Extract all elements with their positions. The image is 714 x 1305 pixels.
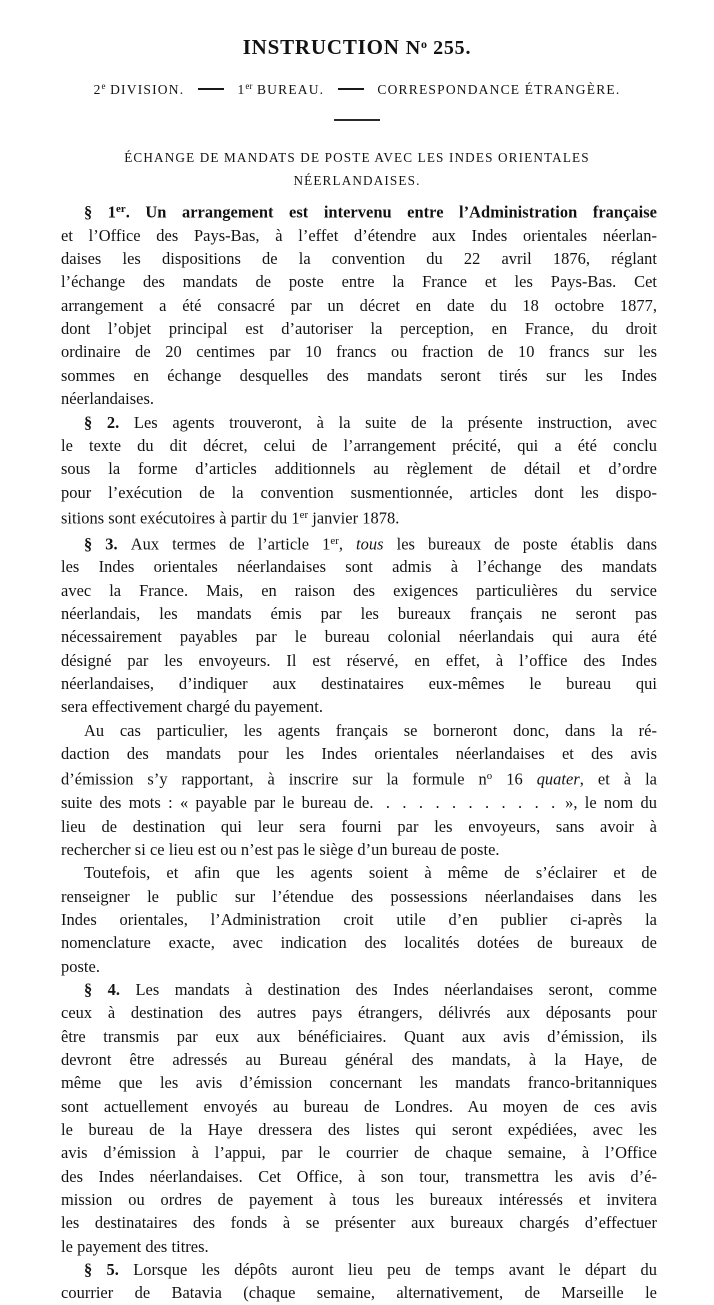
paragraph-section-4 — [61, 978, 657, 1258]
text-line: d’émission s’y rapportant, à inscrire sur la formule $n^o$ 16 quater, et à la — [61, 769, 657, 789]
bureau-superscript: er — [245, 81, 253, 91]
section-mark-superscript: er — [116, 203, 126, 215]
title-number: 255. — [433, 37, 472, 59]
text-line: rechercher si ce lieu est ou n’est pas le siège d’un bureau de poste. — [61, 839, 500, 859]
text-line: sera effectivement chargé du payement. — [61, 697, 324, 717]
text-line — [61, 411, 657, 434]
paragraph-toutefois — [61, 861, 657, 978]
paragraph-section-5 — [61, 1258, 657, 1305]
section-title-line-1: ÉCHANGE DE MANDATS DE POSTE AVEC LES INDES ORIENTALES — [124, 150, 590, 166]
text-line: pour l’exécution de la convention susmentionnée, articles dont les dispo- — [61, 482, 657, 502]
text-line: néerlandais, les mandats émis par les bureaux français ne seront pas — [61, 604, 657, 624]
text-line: sitions sont exécutoires à partir du 1er janvier 1878. — [61, 508, 400, 528]
text-line: avec la France. Mais, en raison des exigences particulières du service — [61, 580, 657, 600]
text-line: le bureau de la Haye dressera des listes qui seront expédiées, avec les — [61, 1120, 657, 1140]
text-line — [61, 198, 657, 224]
section-mark: § 1 — [84, 202, 117, 222]
text-line: Indes orientales, l’Administration croit utile d’en publier ci-après la — [61, 909, 657, 929]
text-line: ceux à destination des autres pays étrangers, délivrés aux déposants pour — [61, 1003, 657, 1023]
division-label: DIVISION. — [110, 81, 185, 97]
correspondence-label: CORRESPONDANCE ÉTRANGÈRE. — [377, 81, 621, 97]
line-text: Au cas particulier, les agents français se borneront donc, dans la ré- — [84, 720, 657, 740]
text-line: arrangement a été consacré par un décret en date du 18 octobre 1877, — [61, 295, 657, 315]
text-line: courrier de Batavia (chaque semaine, alternativement, de Marseille le — [61, 1283, 657, 1303]
line-text: Les mandats à destination des Indes néerlandaises seront, comme — [135, 979, 657, 999]
emphasis-tous: tous — [356, 534, 384, 554]
text-line: nomenclature exacte, avec indication des localités dotées de bureaux de — [61, 933, 657, 953]
text-line: sont actuellement envoyés au bureau de Londres. Au moyen de ces avis — [61, 1096, 657, 1116]
title-number-superscript: o — [421, 36, 428, 51]
text-line: devront être adressés au Bureau général des mandats, à la Haye, de — [61, 1050, 657, 1069]
text-line: suite des mots : « payable par le bureau de. . . . . . . . . . . . », le nom du — [61, 793, 657, 813]
section-mark: § 3. — [84, 534, 118, 554]
emphasis-quater: quater — [536, 769, 580, 789]
section-mark: § 2. — [84, 412, 120, 432]
line-text: Lorsque les dépôts auront lieu peu de temps avant le départ du — [133, 1260, 657, 1280]
text-line: le payement des titres. — [61, 1236, 209, 1256]
text-line: poste. — [61, 956, 100, 976]
text-line: renseigner le public sur l’étendue des possessions néerlandaises dans les — [61, 886, 657, 906]
text-line: § 3. Aux termes de l’article 1er, tous les bureaux de poste établis dans — [84, 534, 658, 554]
text-line: même que les avis d’émission concernant les mandats franco-britanniques — [61, 1073, 657, 1093]
title-number-label: N — [405, 37, 422, 59]
paragraph-section-1 — [61, 198, 657, 411]
text-line: l’échange des mandats de poste entre la France et les Pays-Bas. Cet — [61, 272, 657, 292]
text-line — [61, 861, 657, 884]
text-line: néerlandaises, d’indiquer aux destinataires eux-mêmes le bureau qui — [61, 674, 657, 694]
text-line: des Indes néerlandaises. Cet Office, à son tour, transmettra les avis d’é- — [61, 1166, 657, 1186]
section-title-line-2: NÉERLANDAISES. — [293, 173, 421, 189]
text-line — [61, 978, 657, 1001]
text-line: les destinataires des fonds à se présenter aux bureaux chargés d’effectuer — [61, 1213, 657, 1233]
division-superscript: e — [101, 81, 106, 91]
text-line — [61, 719, 657, 742]
text-line: le texte du dit décret, celui de l’arrangement précité, qui a été conclu — [61, 435, 657, 455]
separator-dash-icon — [198, 88, 224, 90]
text-line: dont l’objet principal est d’autoriser la perception, en France, du droit — [61, 319, 657, 339]
text-line: sous la forme d’articles additionnels au règlement de détail et d’ordre — [61, 459, 657, 479]
section-mark-tail: . — [125, 202, 130, 222]
text-line: lieu de destination qui leur sera fourni par les envoyeurs, sans avoir à — [61, 816, 657, 836]
text-line: nécessairement payables par le bureau colonial néerlandais qui aura été — [61, 627, 657, 647]
text-line: et l’Office des Pays-Bas, à l’effet d’étendre aux Indes orientales néerlan- — [61, 225, 657, 245]
division-number: 2 — [93, 81, 102, 97]
subheader — [0, 60, 714, 98]
text-line: les Indes orientales néerlandaises sont admis à l’échange des mandats — [61, 557, 657, 577]
section-title — [0, 121, 714, 192]
bureau-label: BUREAU. — [256, 81, 325, 97]
text-line: être transmis par eux aux bénéficiaires. Quant aux avis d’émission, ils — [61, 1026, 657, 1046]
text-line: daises les dispositions de la convention du 22 avril 1876, réglant — [61, 249, 657, 269]
text-line — [61, 1258, 657, 1281]
page-title — [0, 0, 714, 60]
text-line: ordinaire de 20 centimes par 10 francs ou fraction de 10 francs sur les — [61, 342, 657, 362]
paragraph-au-cas-particulier — [61, 719, 657, 861]
text-line: avis d’émission à l’appui, par le courrier de chaque semaine, à l’Office — [61, 1143, 657, 1163]
paragraph-section-2 — [61, 411, 657, 530]
text-line: sommes en échange desquelles des mandats seront tirés sur les Indes — [61, 365, 657, 385]
line-text: Toutefois, et afin que les agents soient à même de s’éclairer et de — [84, 863, 657, 883]
line-text: Les agents trouveront, à la suite de la présente instruction, avec — [133, 412, 657, 432]
paragraph-section-3 — [61, 530, 657, 719]
section-mark: § 4. — [84, 979, 121, 999]
bureau-number: 1 — [237, 81, 246, 97]
text-line: néerlandaises. — [61, 389, 155, 409]
section-mark: § 5. — [84, 1260, 119, 1280]
text-line: désigné par les envoyeurs. Il est réservé, en effet, à l’office des Indes — [61, 650, 657, 670]
title-prefix: INSTRUCTION — [242, 35, 400, 59]
document-body — [61, 198, 657, 1305]
separator-dash-icon-2 — [338, 88, 364, 90]
text-line: daction des mandats pour les Indes orientales néerlandaises et des avis — [61, 744, 657, 764]
text-line: mission ou ordres de payement à tous les bureaux intéressés et invitera — [61, 1190, 657, 1210]
line-text: Un arrangement est intervenu entre l’Administration française — [145, 202, 657, 222]
